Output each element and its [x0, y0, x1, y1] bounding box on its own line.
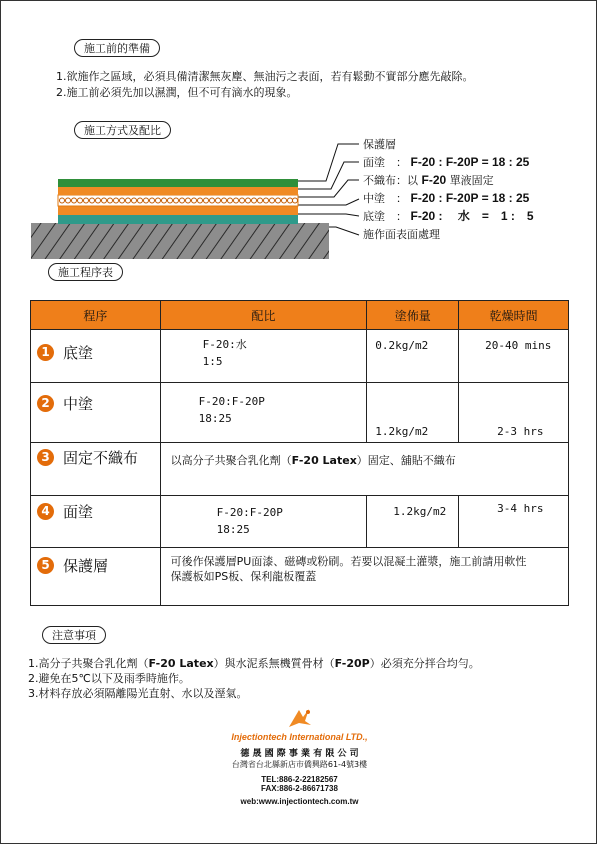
step-number-badge: 3 — [37, 449, 54, 466]
middle-coat-layer — [58, 206, 298, 215]
step-number-badge: 4 — [37, 503, 54, 520]
section-title-process: 施工程序表 — [48, 263, 123, 281]
label-top-coat: 面塗 ： F-20 : F-20P = 18 : 25 — [363, 155, 530, 169]
label-protective-layer: 保護層 — [363, 138, 396, 151]
section-title-method: 施工方式及配比 — [74, 121, 171, 139]
mix-line-1: F-20:F-20P — [198, 395, 265, 408]
label-middle-coat: 中塗 ： F-20 : F-20P = 18 : 25 — [363, 191, 530, 205]
step-number-badge: 1 — [37, 344, 54, 361]
table-row — [31, 496, 569, 548]
step-name: 中塗 — [63, 394, 94, 413]
col-header-mix: 配比 — [160, 301, 367, 330]
col-header-step: 程序 — [31, 301, 161, 330]
concrete-base — [31, 223, 329, 259]
mix-line-2: 18:25 — [198, 412, 232, 425]
company-address: 台灣省台北縣新店市僑興路61-4號3樓 — [231, 760, 368, 769]
table-row — [31, 548, 569, 606]
company-name-zh: 德 晟 國 際 事 業 有 限 公 司 — [240, 749, 359, 759]
company-logo-icon — [285, 707, 315, 731]
amount-value: 0.2kg/m2 — [375, 339, 429, 352]
company-tel: TEL:886-2-22182567 — [261, 775, 338, 784]
dry-time-value: 3-4 hrs — [497, 502, 544, 515]
company-website: web:www.injectiontech.com.tw — [240, 797, 359, 806]
amount-value: 1.2kg/m2 — [375, 425, 429, 438]
label-surface: 施作面表面處理 — [363, 228, 440, 241]
protective-layer — [58, 179, 298, 187]
dry-time-value: 20-40 mins — [485, 339, 552, 352]
step-number-badge: 2 — [37, 395, 54, 412]
note-item-1: 1.高分子共聚合乳化劑（F-20 Latex）與水泥系無機質骨材（F-20P）必須充分拌合均勻。 — [28, 657, 480, 670]
step-description: 以高分子共聚合乳化劑（F-20 Latex）固定、舖貼不織布 — [170, 454, 456, 467]
amount-value: 1.2kg/m2 — [393, 505, 447, 518]
process-table — [30, 300, 569, 606]
fabric-mix: F-20 — [421, 173, 447, 187]
mix-line-1: F-20:F-20P — [216, 506, 283, 519]
step-name: 面塗 — [63, 502, 94, 521]
label-fabric: 不織布：以 F-20 單液固定 — [363, 173, 494, 187]
mix-line-1: F-20:水 — [202, 338, 247, 351]
mix-line-2: 1:5 — [202, 355, 223, 368]
company-name-en: Injectiontech International LTD., — [231, 732, 368, 742]
label-base-coat: 底塗 ： F-20 : 水 = 1 : 5 — [363, 209, 534, 223]
dry-time-value: 2-3 hrs — [497, 425, 544, 438]
step-name: 保護層 — [63, 556, 109, 575]
top-coat-layer — [58, 187, 298, 195]
note-item-3: 3.材料存放必須隔離陽光直射、水以及溼氣。 — [28, 687, 248, 700]
step-name: 底塗 — [63, 343, 94, 362]
base-coat-mix: F-20 : 水 = 1 : 5 — [410, 209, 534, 223]
table-row — [31, 383, 569, 443]
prep-item-2: 2.施工前必須先加以濕潤，但不可有滴水的現象。 — [56, 86, 298, 99]
table-row — [31, 443, 569, 496]
step-name: 固定不織布 — [63, 448, 139, 467]
layer-diagram — [26, 139, 366, 259]
company-fax: FAX:886-2-86671738 — [261, 784, 338, 793]
section-title-notes: 注意事項 — [42, 626, 106, 644]
base-coat-layer — [58, 215, 298, 224]
top-coat-mix: F-20 : F-20P = 18 : 25 — [410, 155, 530, 169]
step-description: 可後作保護層PU面漆、磁磚或粉刷。若要以混凝土灌漿，施工前請用軟性 保護板如PS板、保利龍板覆蓋 — [170, 555, 527, 583]
table-row — [31, 330, 569, 383]
mix-line-2: 18:25 — [216, 523, 250, 536]
middle-coat-mix: F-20 : F-20P = 18 : 25 — [410, 191, 530, 205]
table-header-row — [31, 301, 569, 330]
col-header-dry-time: 乾燥時間 — [459, 301, 569, 330]
col-header-amount: 塗佈量 — [367, 301, 459, 330]
note-item-2: 2.避免在5℃以下及雨季時施作。 — [28, 672, 190, 685]
section-title-preparation: 施工前的準備 — [74, 39, 160, 57]
prep-item-1: 1.欲施作之區域，必須具備清潔無灰塵、無油污之表面，若有鬆動不實部分應先敲除。 — [56, 70, 474, 83]
step-number-badge: 5 — [37, 557, 54, 574]
